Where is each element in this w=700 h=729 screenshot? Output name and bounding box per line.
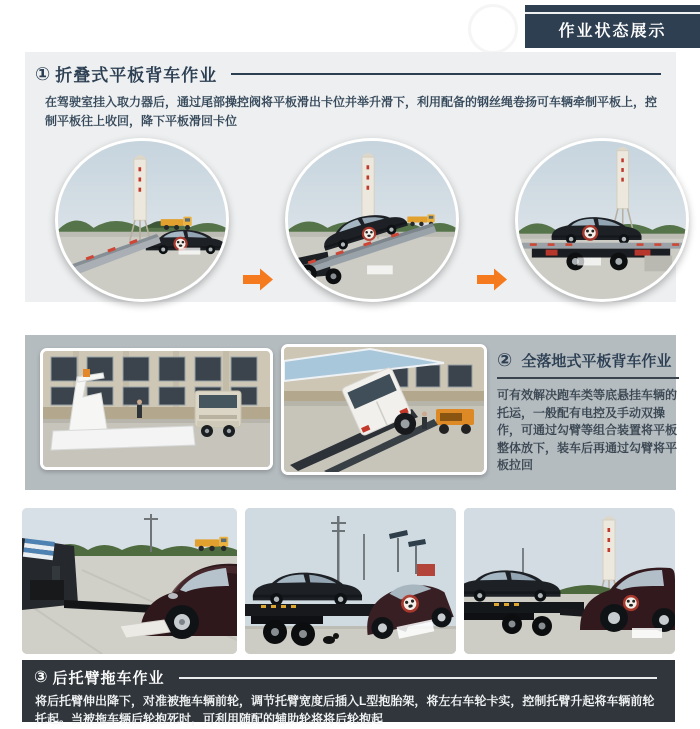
circled-three-icon: ③: [34, 668, 48, 686]
photo-rear-lift-2: [245, 508, 456, 654]
watermark-logo: [468, 4, 518, 54]
photo-drop-platform: [40, 348, 273, 470]
page-title: 作业状态展示: [558, 23, 667, 40]
photo-rear-lift-1: [22, 508, 237, 654]
photo-fold-step-1: [55, 138, 229, 302]
photo-fold-step-3: [515, 138, 689, 302]
section2-text-block: [497, 350, 679, 475]
section-rear-lift: [22, 660, 675, 726]
arrow-right-icon: [477, 267, 507, 292]
section1-heading: [25, 52, 676, 86]
section2-title: 全落地式平板背车作业: [521, 353, 672, 370]
circled-one-icon: ①: [35, 63, 51, 84]
section3-title: 后托臂拖车作业: [52, 670, 165, 687]
header-divider: [525, 12, 700, 14]
photo-fold-step-2: [285, 138, 459, 302]
section-full-drop-flatbed: [25, 335, 676, 490]
section1-description: 在驾驶室挂入取力器后，通过尾部操控阀将平板滑出卡位并举升滑下，利用配备的钢丝绳卷扬可车辆牵制平板上，控制平板往上收回，降下平板滑回卡位: [45, 95, 658, 128]
arrow-right-icon: [243, 267, 273, 292]
circled-two-icon: ②: [497, 350, 513, 370]
section3-description: 将后托臂伸出降下，对准被拖车辆前轮，调节托臂宽度后插入L型抱胎架，将左右车轮卡实，控制托臂升起将车辆前轮托起。当被拖车辆后轮抱死时，可利用随配的辅助轮将将后轮抱起: [35, 694, 655, 726]
section3-heading-rule: [179, 677, 657, 679]
section1-heading-rule: [231, 73, 661, 75]
section2-heading-rule: [497, 377, 679, 379]
section2-heading: [497, 350, 679, 371]
photo-rear-lift-3: [464, 508, 675, 654]
section1-title: 折叠式平板背车作业: [55, 66, 218, 85]
page-header: [525, 5, 700, 48]
section-fold-flatbed: [25, 52, 676, 302]
photo-drop-loading: [281, 344, 487, 475]
section2-description: 可有效解决跑车类等底悬挂车辆的托运，一般配有电控及手动双操作，可通过勾臂等组合装置将平板整体放下，装车后再通过勾臂将平板拉回: [497, 388, 678, 472]
section3-heading: [22, 660, 675, 688]
